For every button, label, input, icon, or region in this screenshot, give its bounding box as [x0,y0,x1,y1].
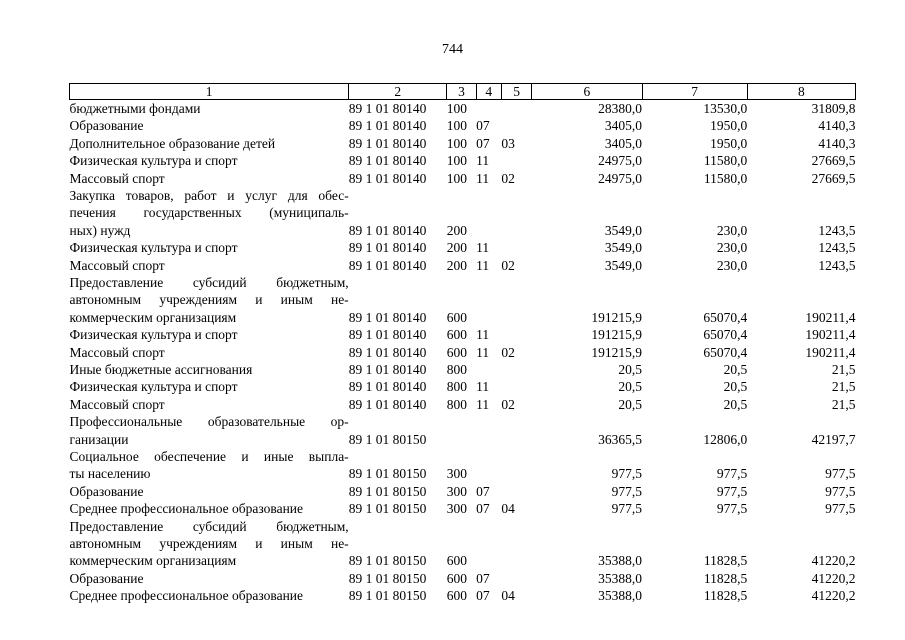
row-name-line: коммерческим организациям [69,309,237,325]
row-name-line: коммерческим организациям [69,553,237,569]
row-name-line: Дополнительное образование детей [69,135,276,151]
row-name-line: автономным учреждениям и иным не- [69,292,349,308]
row-target-code: 89 1 01 80140 [348,222,427,238]
row-name [70,570,349,587]
row-value-col7: 977,5 [716,466,748,482]
row-name [70,326,349,343]
row-value-col8: 1243,5 [818,257,856,273]
row-subsection [501,413,531,448]
row-target-code: 89 1 01 80140 [348,153,427,169]
row-section: 11 [476,240,490,256]
table-row [70,100,856,118]
row-subsection [501,378,531,395]
row-target-code: 89 1 01 80150 [348,553,427,569]
row-expense-type: 600 [446,588,468,604]
row-value-col6: 20,5 [618,396,642,412]
row-expense-type: 300 [446,483,468,499]
row-value-col6: 24975,0 [598,153,642,169]
row-expense-type: 100 [446,101,468,116]
row-value-col6: 35388,0 [598,553,642,569]
row-value-col8: 1243,5 [818,240,856,256]
row-target-code: 89 1 01 80140 [348,257,427,273]
table-row [70,135,856,152]
row-subsection: 04 [501,588,515,604]
row-subsection [501,483,531,500]
row-name [70,448,349,483]
row-name-line: Физическая культура и спорт [69,240,238,256]
row-section: 07 [476,588,490,604]
row-name-line: Массовый спорт [69,344,165,360]
row-target-code: 89 1 01 80140 [348,135,427,151]
row-subsection: 02 [501,396,515,412]
row-value-col7: 20,5 [723,362,748,377]
row-name-line: ты населению [69,466,151,482]
row-value-col7: 230,0 [716,257,748,273]
row-value-col7: 1950,0 [710,135,748,151]
row-target-code: 89 1 01 80140 [348,362,427,377]
row-value-col6: 20,5 [618,379,642,395]
row-value-col6: 24975,0 [598,170,642,186]
table-row [70,413,856,448]
row-name-line: Физическая культура и спорт [69,327,238,343]
row-name [70,117,349,134]
column-header-3: 3 [447,84,476,100]
row-name [70,344,349,361]
row-expense-type: 600 [446,309,468,325]
table-body [70,100,856,605]
row-subsection: 02 [501,170,515,186]
row-value-col7: 1950,0 [710,118,748,134]
row-name [70,170,349,187]
row-value-col8: 977,5 [825,501,856,517]
row-target-code: 89 1 01 80150 [348,588,427,604]
table-row [70,483,856,500]
row-name-line: Среднее профессиональное образование [69,501,304,517]
row-expense-type: 800 [446,396,468,412]
row-value-col7: 977,5 [716,483,748,499]
row-value-col7: 20,5 [723,379,748,395]
row-value-col8: 41220,2 [811,588,856,604]
row-value-col8: 41220,2 [811,570,856,586]
row-name-line: печения государственных (муниципаль- [69,205,349,221]
row-section: 11 [476,153,490,169]
row-value-col7: 65070,4 [703,344,748,360]
table-row [70,396,856,413]
table-row [70,587,856,604]
row-value-col6: 3549,0 [604,240,642,256]
row-value-col7: 20,5 [723,396,748,412]
row-section [476,448,501,483]
row-section: 11 [476,170,490,186]
table-row [70,170,856,187]
row-target-code: 89 1 01 80150 [348,570,427,586]
row-expense-type: 300 [446,466,468,482]
row-value-col7: 230,0 [716,240,748,256]
row-expense-type: 600 [446,553,468,569]
row-value-col8: 27669,5 [811,170,856,186]
row-value-col8: 190211,4 [805,344,856,360]
table-row [70,378,856,395]
row-target-code: 89 1 01 80150 [348,431,427,447]
row-value-col8: 1243,5 [818,222,856,238]
row-name-line: Физическая культура и спорт [69,379,238,395]
row-section: 07 [476,570,490,586]
row-value-col7: 13530,0 [703,101,748,116]
row-section: 11 [476,257,490,273]
table-row [70,117,856,134]
row-section [476,100,501,118]
row-expense-type: 100 [446,170,468,186]
row-target-code: 89 1 01 80150 [348,466,427,482]
row-value-col7: 65070,4 [703,309,748,325]
row-value-col8: 31809,8 [811,101,856,116]
row-value-col7: 11580,0 [703,170,748,186]
row-name-line: автономным учреждениям и иным не- [69,535,349,551]
row-value-col6: 977,5 [611,483,642,499]
row-name [70,378,349,395]
table-row [70,257,856,274]
row-target-code: 89 1 01 80140 [348,309,427,325]
row-value-col8: 190211,4 [805,309,856,325]
row-value-col8: 190211,4 [805,327,856,343]
row-value-col7: 230,0 [716,222,748,238]
row-expense-type [447,413,476,448]
row-expense-type: 100 [446,153,468,169]
row-value-col7: 977,5 [716,501,748,517]
row-section [476,413,501,448]
row-value-col8: 21,5 [831,379,856,395]
column-header-8: 8 [747,84,855,100]
row-subsection [501,326,531,343]
row-value-col7: 11580,0 [703,153,748,169]
row-subsection: 04 [501,501,515,517]
row-subsection: 02 [501,257,515,273]
table-row [70,326,856,343]
table-row [70,570,856,587]
row-subsection [501,274,531,326]
row-target-code: 89 1 01 80140 [348,396,427,412]
row-target-code: 89 1 01 80150 [348,501,427,517]
row-expense-type: 100 [446,118,468,134]
row-section: 07 [476,135,490,151]
table-row [70,187,856,239]
row-expense-type: 600 [446,327,468,343]
table-header-row [70,84,856,100]
row-subsection [501,117,531,134]
column-header-4: 4 [476,84,501,100]
row-name-line: Среднее профессиональное образование [69,588,304,604]
row-expense-type: 800 [446,362,468,377]
row-target-code: 89 1 01 80140 [348,118,427,134]
row-name-line: ных) нужд [69,222,131,238]
row-name [70,257,349,274]
row-value-col6: 28380,0 [598,101,642,116]
column-header-5: 5 [501,84,531,100]
page-number: 744 [442,42,463,57]
row-value-col6: 977,5 [611,501,642,517]
row-target-code: 89 1 01 80150 [348,483,427,499]
table-row [70,448,856,483]
row-target-code: 89 1 01 80140 [348,101,427,116]
row-value-col6: 20,5 [618,362,642,377]
row-name-line: Иные бюджетные ассигнования [69,362,253,378]
row-value-col7: 11828,5 [703,570,748,586]
row-section: 07 [476,118,490,134]
row-subsection [501,152,531,169]
row-name [70,100,349,118]
table-row [70,518,856,570]
row-expense-type: 600 [446,344,468,360]
row-subsection [501,361,531,378]
row-name-line: Социальное обеспечение и иные выпла- [69,449,349,464]
row-value-col8: 21,5 [831,362,856,377]
row-target-code: 89 1 01 80140 [348,240,427,256]
row-name [70,152,349,169]
row-subsection [501,239,531,256]
column-header-7: 7 [642,84,747,100]
row-value-col6: 191215,9 [591,327,642,343]
row-value-col8: 977,5 [825,483,856,499]
row-expense-type: 800 [446,379,468,395]
row-section [476,518,501,570]
row-subsection [501,518,531,570]
row-section: 11 [476,379,490,395]
row-section [476,187,501,239]
row-value-col8: 977,5 [825,466,856,482]
row-value-col8: 41220,2 [811,553,856,569]
row-name-line: Массовый спорт [69,396,165,412]
row-expense-type: 200 [446,222,468,238]
row-section: 07 [476,483,490,499]
row-expense-type: 600 [446,570,468,586]
row-value-col6: 3549,0 [604,257,642,273]
row-name-line: Образование [69,118,144,134]
table-row [70,361,856,378]
row-subsection: 02 [501,344,515,360]
row-name-line: Профессиональные образовательные ор- [69,414,349,430]
row-name-line: бюджетными фондами [69,101,201,117]
row-name [70,587,349,604]
row-subsection [501,100,531,118]
row-value-col6: 191215,9 [591,344,642,360]
budget-table [69,83,856,605]
table-row [70,500,856,517]
row-value-col6: 977,5 [611,466,642,482]
row-value-col8: 4140,3 [818,135,856,151]
row-name [70,274,349,326]
row-name-line: Физическая культура и спорт [69,153,238,169]
row-name-line: Предоставление субсидий бюджетным, [69,275,349,291]
table-row [70,239,856,256]
row-name-line: Предоставление субсидий бюджетным, [69,518,349,534]
row-value-col6: 35388,0 [598,588,642,604]
column-header-2: 2 [349,84,447,100]
row-section [476,274,501,326]
row-value-col8: 42197,7 [811,431,856,447]
row-subsection: 03 [501,135,515,151]
table-row [70,344,856,361]
row-expense-type: 100 [446,135,468,151]
table-row [70,152,856,169]
column-header-1: 1 [70,84,349,100]
row-subsection [501,187,531,239]
row-name-line: ганизации [69,431,129,447]
row-value-col7: 11828,5 [703,588,748,604]
row-name [70,187,349,239]
row-section: 11 [476,396,490,412]
row-value-col6: 35388,0 [598,570,642,586]
row-name-line: Образование [69,483,144,499]
column-header-6: 6 [532,84,642,100]
table-row [70,274,856,326]
row-expense-type: 200 [446,240,468,256]
row-value-col8: 27669,5 [811,153,856,169]
row-expense-type: 200 [446,257,468,273]
row-name [70,518,349,570]
row-value-col6: 191215,9 [591,309,642,325]
row-name-line: Образование [69,570,144,586]
row-name [70,239,349,256]
row-name [70,413,349,448]
row-value-col6: 3405,0 [604,118,642,134]
row-subsection [501,448,531,483]
row-value-col7: 12806,0 [703,431,748,447]
row-section: 11 [476,327,490,343]
row-name [70,135,349,152]
row-expense-type: 300 [446,501,468,517]
row-name [70,483,349,500]
row-value-col7: 65070,4 [703,327,748,343]
row-value-col6: 36365,5 [598,431,642,447]
row-value-col6: 3549,0 [604,222,642,238]
row-value-col7: 11828,5 [703,553,748,569]
row-section [476,361,501,378]
row-value-col8: 21,5 [831,396,856,412]
row-section: 11 [476,344,490,360]
row-target-code: 89 1 01 80140 [348,170,427,186]
row-name-line: Массовый спорт [69,257,165,273]
row-target-code: 89 1 01 80140 [348,344,427,360]
row-value-col6: 3405,0 [604,135,642,151]
row-name [70,396,349,413]
row-section: 07 [476,501,490,517]
row-subsection [501,570,531,587]
row-name [70,361,349,378]
row-name-line: Закупка товаров, работ и услуг для обес- [69,188,349,204]
row-name-line: Массовый спорт [69,170,165,186]
row-value-col8: 4140,3 [818,118,856,134]
row-target-code: 89 1 01 80140 [348,327,427,343]
row-target-code: 89 1 01 80140 [348,379,427,395]
row-name [70,500,349,517]
